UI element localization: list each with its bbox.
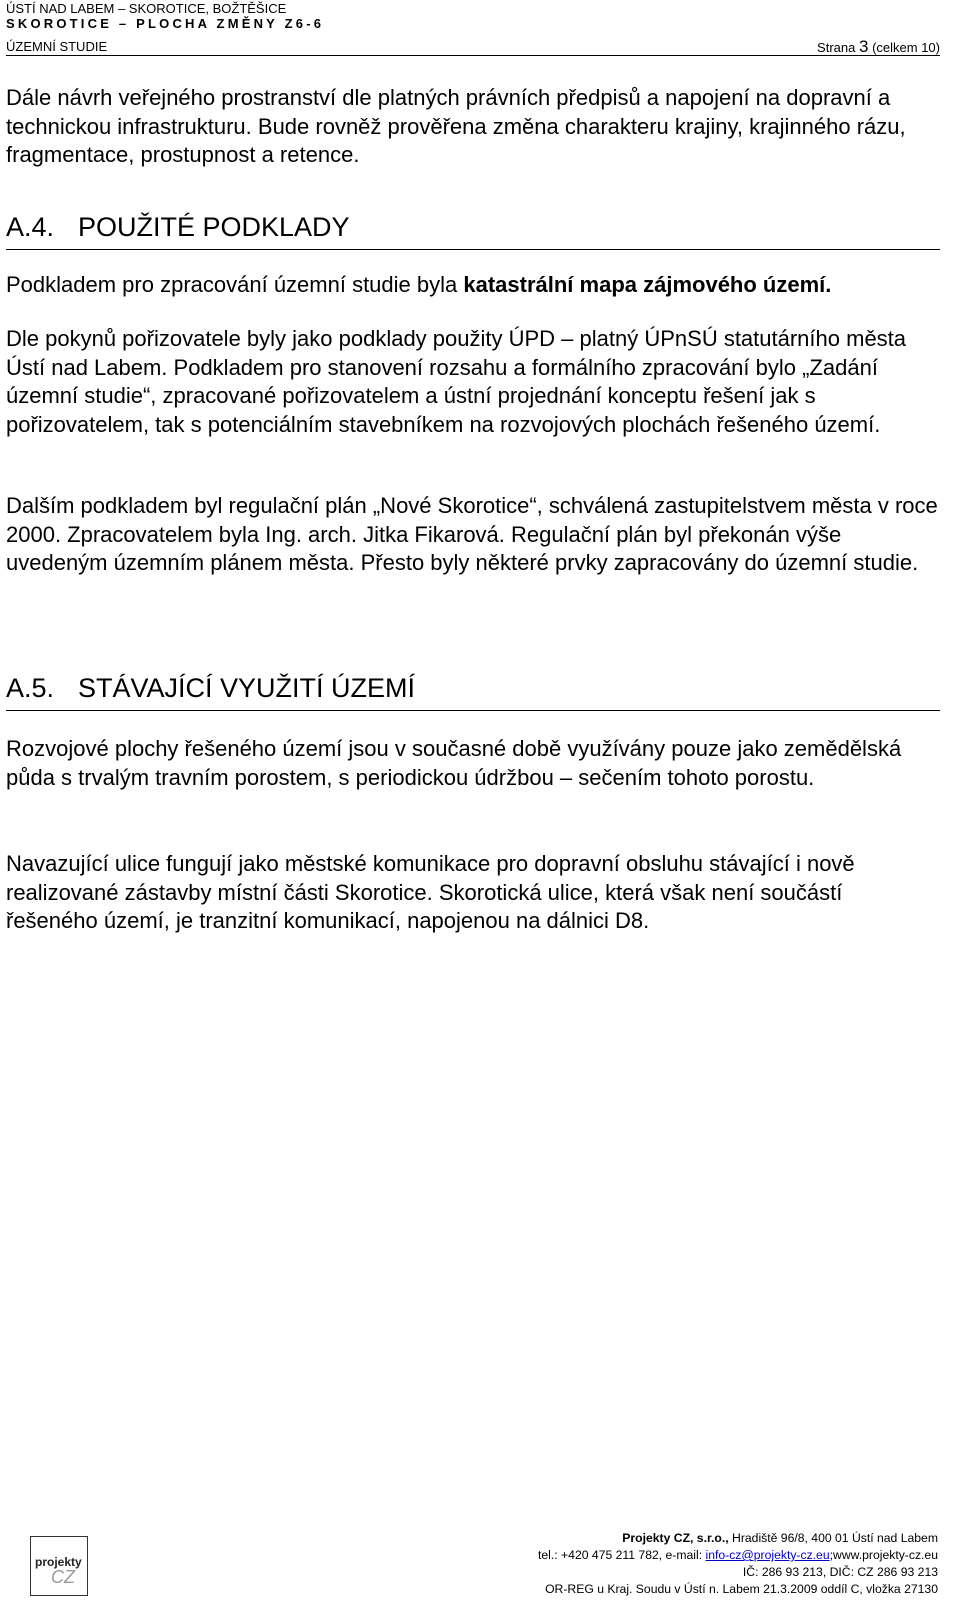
paragraph-a5-1: Rozvojové plochy řešeného území jsou v současné době využívány pouze jako zemědělská půda s trvalým travním porostem, s periodickou údržbou – sečením tohoto porostu. (6, 736, 902, 790)
paragraph-a4-3: Dalším podkladem byl regulační plán „Nové Skorotice“, schválená zastupitelstvem města v roce 2000. Zpracovatelem byla Ing. arch. Jitka Fikarová. Regulační plán byl překonán výše uvedeným územním plánem města. Přesto byly některé prvky zapracovány do územní studie. (6, 493, 938, 575)
company-ids: IČ: 286 93 213, DIČ: CZ 286 93 213 (742, 1565, 938, 1579)
page-indicator: Strana 3 (celkem 10) (817, 37, 940, 56)
website-link[interactable]: ;www.projekty-cz.eu (829, 1548, 938, 1562)
company-register: OR-REG u Kraj. Soudu v Ústí n. Labem 21.3.2009 oddíl C, vložka 27130 (545, 1582, 938, 1596)
intro-paragraph: Dále návrh veřejného prostranství dle platných právních předpisů a napojení na dopravní a technickou infrastrukturu. Bude rovněž prověřena změna charakteru krajiny, krajinného rázu, fragmentace, prostupnost a retence. (6, 85, 906, 167)
section-heading-a4 (6, 211, 940, 250)
company-logo: projekty CZ (30, 1536, 88, 1596)
emphasis-cadastral-map: katastrální mapa zájmového území (463, 272, 826, 297)
header-divider (6, 55, 940, 56)
company-info: Projekty CZ, s.r.o., Hradiště 96/8, 400 01 Ústí nad Labem tel.: +420 475 211 782, e-mail: info-cz@projekty-cz.eu;www.projekty-cz.eu IČ: 286 93 213, DIČ: CZ 286 93 213 OR-REG u Kraj. Soudu v Ústí n. Labem 21.3.2009 oddíl C, vložka 27130 (538, 1531, 938, 1596)
page-footer (0, 1530, 940, 1600)
header-meta (6, 39, 940, 55)
company-name: Projekty CZ, s.r.o., (622, 1531, 729, 1545)
header-project: SKOROTICE – PLOCHA ZMĚNY Z6-6 (6, 16, 325, 31)
section-title: POUŽITÉ PODKLADY (78, 212, 350, 242)
section-title: STÁVAJÍCÍ VYUŽITÍ ÚZEMÍ (78, 673, 416, 703)
email-link[interactable]: info-cz@projekty-cz.eu (705, 1548, 830, 1562)
header-location: ÚSTÍ NAD LABEM – SKOROTICE, BOŽTĚŠICE (6, 1, 287, 16)
paragraph-a5-2: Navazující ulice fungují jako městské komunikace pro dopravní obsluhu stávající i nově realizované zástavby místní části Skorotice. Skorotická ulice, která však není součástí řešeného území, je tranzitní komunikací, napojenou na dálnici D8. (6, 851, 855, 933)
header-doc-type: ÚZEMNÍ STUDIE (6, 39, 108, 54)
section-number: A.4. (6, 212, 55, 242)
paragraph-a4-1: Podkladem pro zpracování územní studie byla katastrální mapa zájmového území. (6, 272, 832, 297)
section-heading-a5 (6, 672, 940, 711)
page-header (6, 1, 940, 55)
page-total: (celkem 10) (872, 40, 940, 55)
page-number: 3 (858, 37, 869, 56)
section-number: A.5. (6, 673, 55, 703)
paragraph-a4-2: Dle pokynů pořizovatele byly jako podklady použity ÚPD – platný ÚPnSÚ statutárního města Ústí nad Labem. Podkladem pro stanovení rozsahu a formálního zpracování bylo „Zadání územní studie“, zpracované pořizovatelem a ústní projednání konceptu řešení jak s pořizovatelem, tak s potenciálním stavebníkem na rozvojových plochách řešeného území. (6, 326, 907, 437)
